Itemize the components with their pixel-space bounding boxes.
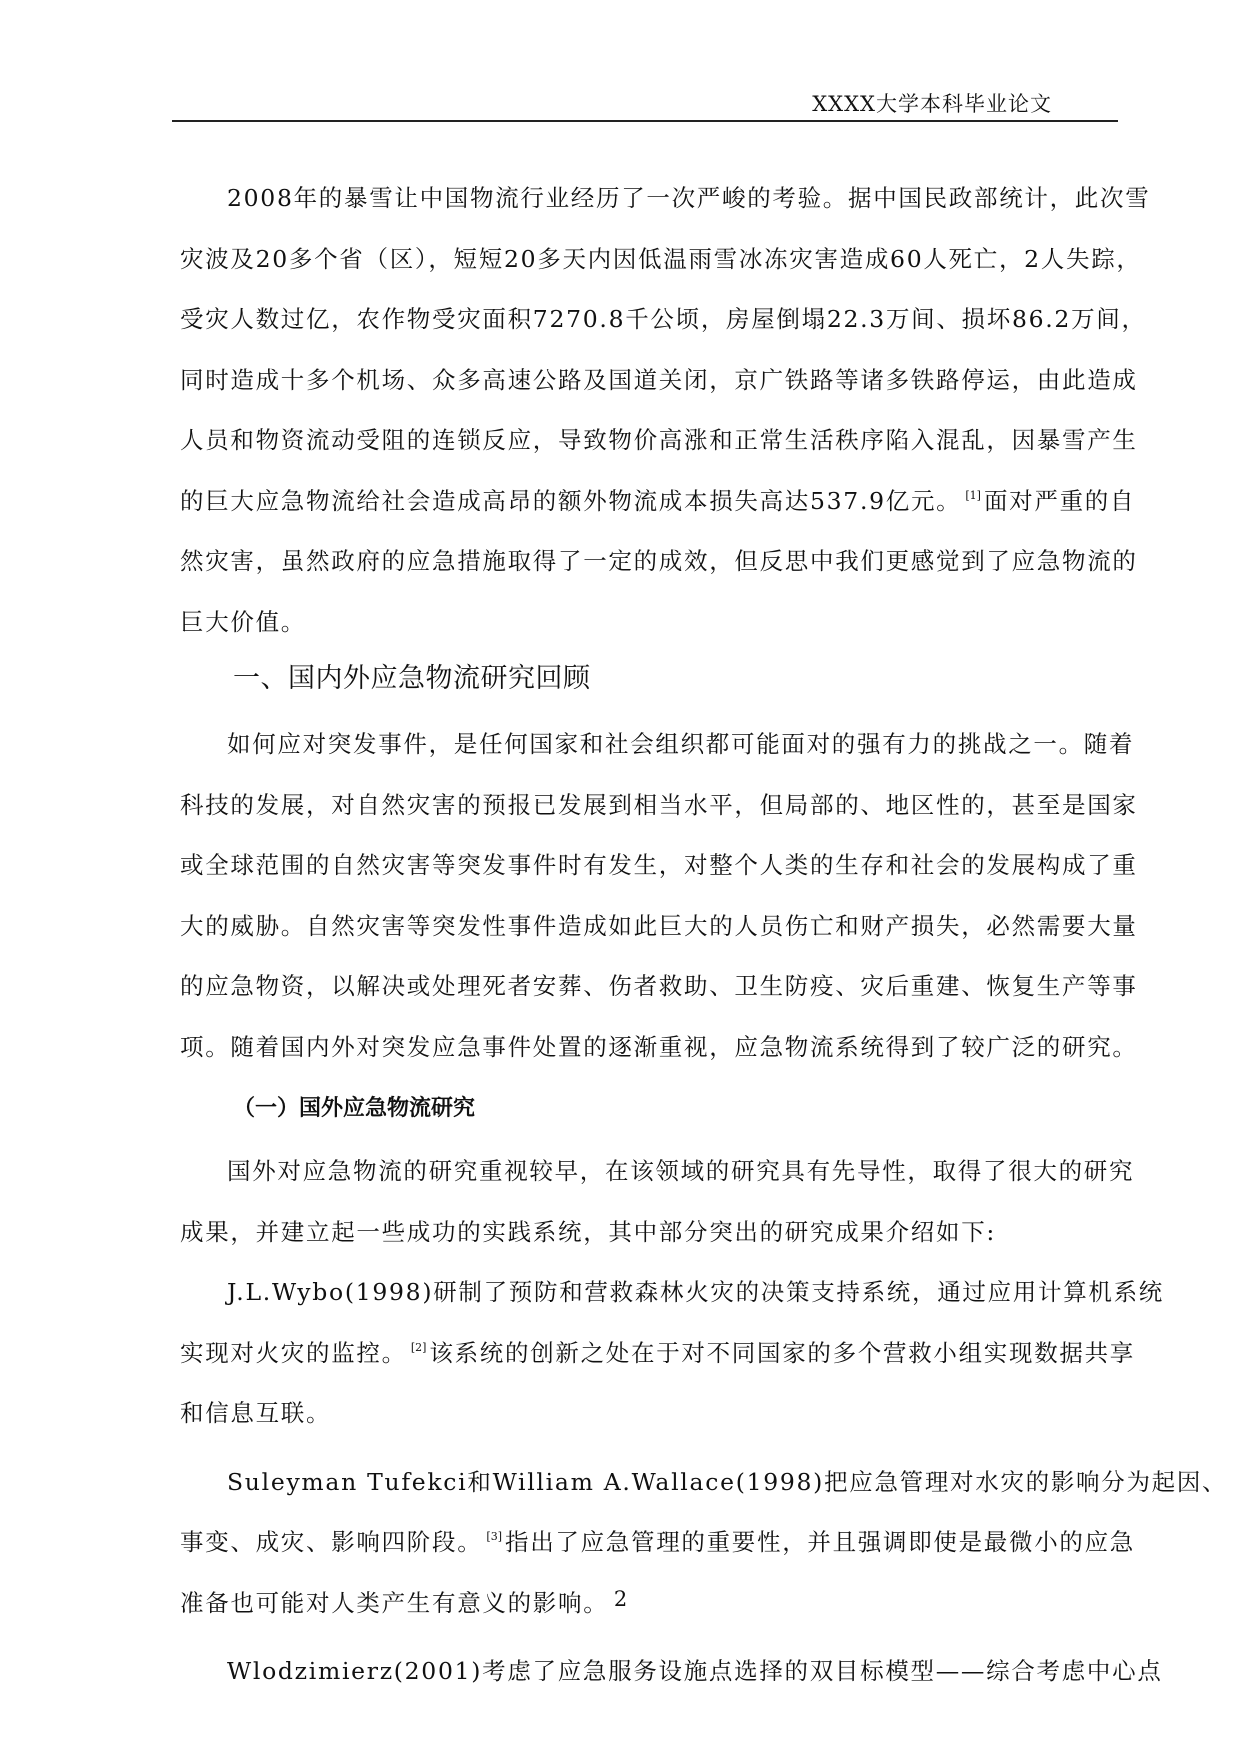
line-text: 实现对火灾的监控。 — [180, 1338, 407, 1367]
text-line: 的应急物资，以解决或处理死者安葬、伤者救助、卫生防疫、灾后重建、恢复生产等事 — [180, 972, 1138, 1000]
text-line: 大的威胁。自然灾害等突发性事件造成如此巨大的人员伤亡和财产损失，必然需要大量 — [180, 911, 1138, 940]
paragraph-wybo — [180, 1262, 1164, 1444]
text-line: 科技的发展，对自然灾害的预报已发展到相当水平，但局部的、地区性的，甚至是国家 — [180, 790, 1138, 819]
spacer — [180, 706, 1115, 714]
text-line: 准备也可能对人类产生有意义的影响。 — [180, 1588, 609, 1617]
line-text: 事变、成灾、影响四阶段。 — [180, 1528, 483, 1556]
page-header — [172, 86, 1118, 122]
citation-marker: [3] — [486, 1530, 502, 1543]
text-line: 然灾害，虽然政府的应急措施取得了一定的成效，但反思中我们更感觉到了应急物流的 — [180, 547, 1138, 575]
text-line: 人员和物资流动受阻的连锁反应，导致物价高涨和正常生活秩序陷入混乱，因暴雪产生 — [180, 426, 1138, 454]
line-text: 面对严重的自 — [983, 486, 1136, 515]
text-line: Wlodzimierz(2001)考虑了应急服务设施点选择的双目标模型——综合考虑中心点 — [227, 1657, 1163, 1685]
text-line: 2008年的暴雪让中国物流行业经历了一次严峻的考验。据中国民政部统计，此次雪 — [227, 184, 1151, 212]
text-line: 项。随着国内外对突发应急事件处置的逐渐重视，应急物流系统得到了较广泛的研究。 — [180, 1032, 1138, 1061]
spacer — [180, 1633, 1115, 1641]
subsection-heading: （一）国外应急物流研究 — [233, 1096, 476, 1121]
text-line: 同时造成十多个机场、众多高速公路及国道关闭，京广铁路等诸多铁路停运，由此造成 — [180, 365, 1138, 394]
line-text: 指出了应急管理的重要性，并且强调即使是最微小的应急 — [505, 1528, 1135, 1556]
text-line: 国外对应急物流的研究重视较早，在该领域的研究具有先导性，取得了很大的研究 — [227, 1157, 1135, 1185]
citation-marker: [2] — [410, 1340, 427, 1354]
text-line — [180, 1512, 1135, 1573]
paragraph-foreign-research — [180, 1141, 1135, 1262]
paragraph-snowstorm — [180, 168, 1151, 652]
text-line: 或全球范围的自然灾害等突发事件时有发生，对整个人类的生存和社会的发展构成了重 — [180, 851, 1138, 879]
text-line: 如何应对突发事件，是任何国家和社会组织都可能面对的强有力的挑战之一。随着 — [227, 730, 1135, 758]
document-body — [180, 168, 1228, 1702]
text-line: Suleyman Tufekci和William A.Wallace(1998)把应急管理对水灾的影响分为起因、 — [227, 1467, 1228, 1496]
text-line — [180, 1323, 1136, 1384]
line-text: 的巨大应急物流给社会造成高昂的额外物流成本损失高达537.9亿元。 — [180, 486, 962, 515]
paragraph-wlodzimierz — [180, 1641, 1163, 1702]
paragraph-emergency — [180, 714, 1138, 1077]
page-number: 2 — [613, 1587, 628, 1611]
line-text: 该系统的创新之处在于对不同国家的多个营救小组实现数据共享 — [429, 1338, 1136, 1367]
text-line: 灾波及20多个省（区），短短20多天内因低温雨雪冰冻灾害造成60人死亡，2人失踪， — [180, 244, 1142, 273]
text-line: 和信息互联。 — [180, 1399, 332, 1427]
text-line: 受灾人数过亿，农作物受灾面积7270.8千公顷，房屋倒塌22.3万间、损坏86.2万间， — [180, 305, 1147, 333]
text-line: J.L.Wybo(1998)研制了预防和营救森林火灾的决策支持系统，通过应用计算机系统 — [227, 1278, 1164, 1306]
citation-marker: [1] — [965, 488, 981, 502]
section-heading: 一、国内外应急物流研究回顾 — [233, 663, 591, 694]
text-line: 巨大价值。 — [180, 607, 306, 636]
text-line: 成果，并建立起一些成功的实践系统，其中部分突出的研究成果介绍如下: — [180, 1217, 997, 1246]
text-line — [180, 471, 1136, 532]
header-title: XXXX大学本科毕业论文 — [812, 92, 1052, 116]
spacer — [180, 1444, 1115, 1452]
